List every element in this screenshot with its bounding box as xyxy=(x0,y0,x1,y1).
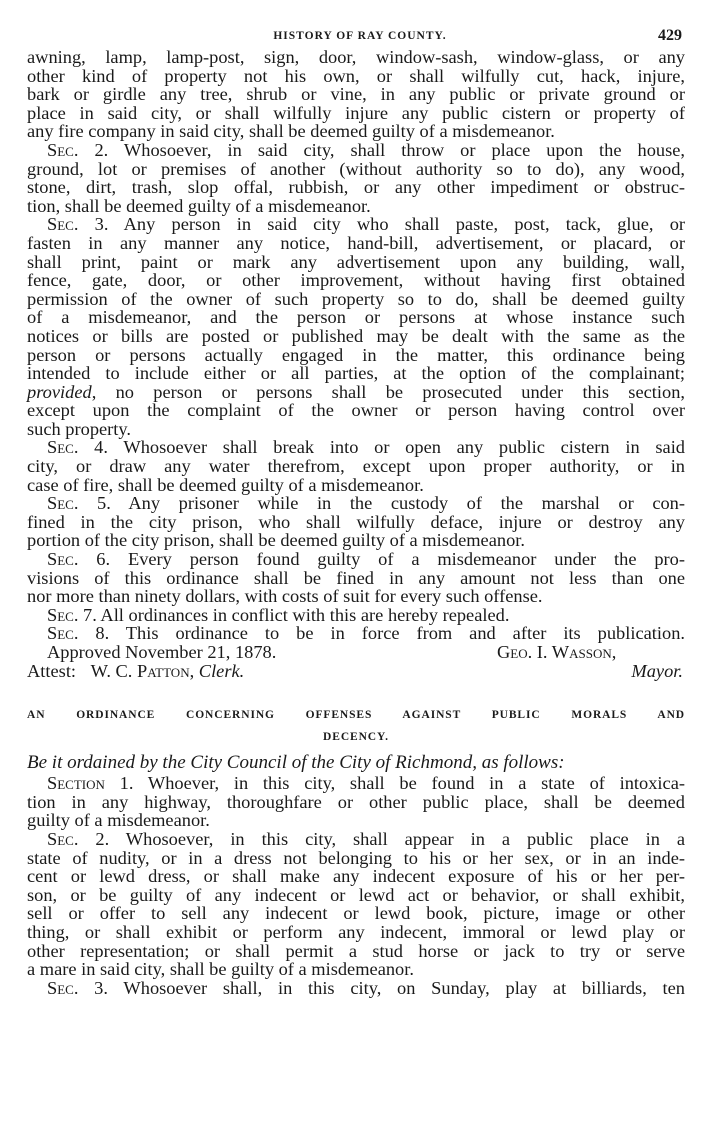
line-text: such property. xyxy=(27,418,132,439)
text-line xyxy=(27,383,685,402)
clerk-title: Clerk. xyxy=(198,660,245,681)
text-line xyxy=(27,290,685,309)
text-line xyxy=(27,197,685,216)
line-text: a mare in said city, shall be guilty of a misdemeanor. xyxy=(27,959,414,980)
text-line xyxy=(27,624,685,643)
text-line xyxy=(27,979,685,998)
text-line xyxy=(27,234,685,253)
line-text: , no person or persons shall be prosecuted under this section, xyxy=(91,381,685,402)
line-text: bark or girdle any tree, shrub or vine, in any public or private ground or xyxy=(27,84,685,105)
text-line xyxy=(27,67,685,86)
line-text: Any person in said city who shall paste, post, tack, glue, or xyxy=(108,214,686,235)
text-line xyxy=(27,401,685,420)
mayor-title: Mayor. xyxy=(631,660,683,681)
ordinance-2-sections xyxy=(27,774,685,997)
line-text: state of nudity, or in a dress not belonging to his or her sex, or in an inde- xyxy=(27,847,685,868)
approval-date: Approved November 21, 1878. xyxy=(47,642,277,662)
line-text: cent or lewd dress, or shall make any indecent exposure of his or her per- xyxy=(27,866,685,887)
attest-label: Attest: xyxy=(27,660,77,681)
line-text: tion, shall be deemed guilty of a misdemeanor. xyxy=(27,195,371,216)
line-text: son, or be guilty of any indecent or lewd act or behavior, or shall exhibit, xyxy=(27,884,685,905)
section-label: Sec. 7. xyxy=(47,604,97,625)
italic-term: provided xyxy=(27,381,92,402)
line-text: fence, gate, door, or other improvement, without having first obtained xyxy=(27,270,685,291)
line-text: notices or bills are posted or published may be dealt with the same as the xyxy=(27,325,685,346)
line-text: Every person found guilty of a misdemeanor under the pro- xyxy=(110,549,685,570)
line-text: Any prisoner while in the custody of the marshal or con- xyxy=(110,493,686,514)
line-text: guilty of a misdemeanor. xyxy=(27,810,210,831)
line-text: Whosoever shall, in this city, on Sunday, play at billiards, ten xyxy=(107,977,686,998)
text-line xyxy=(27,830,685,849)
text-line xyxy=(27,327,685,346)
text-line xyxy=(27,476,685,495)
section-label: Sec. 5. xyxy=(47,493,111,514)
text-line xyxy=(27,606,685,625)
text-line xyxy=(27,886,685,905)
text-line xyxy=(27,160,685,179)
text-line xyxy=(27,420,685,439)
text-line xyxy=(27,923,685,942)
line-text: nor more than ninety dollars, with costs of suit for every such offense. xyxy=(27,586,543,607)
text-line xyxy=(27,849,685,868)
text-line xyxy=(27,178,685,197)
enacting-clause: Be it ordained by the City Council of the City of Richmond, as follows: xyxy=(27,752,565,774)
section-label: Sec. 6. xyxy=(47,549,111,570)
text-line xyxy=(27,942,685,961)
text-line xyxy=(27,141,685,160)
text-line xyxy=(27,438,685,457)
text-line xyxy=(27,271,685,290)
line-text: case of fire, shall be deemed guilty of a misdemeanor. xyxy=(27,474,424,495)
line-text: other representation; or shall permit a stud horse or jack to try or serve xyxy=(27,940,685,961)
section-label: Sec. 2. xyxy=(47,139,109,160)
text-line xyxy=(27,513,685,532)
text-line xyxy=(27,48,685,67)
text-line xyxy=(27,550,685,569)
line-text: except upon the complaint of the owner or person having control over xyxy=(27,400,685,421)
page-body xyxy=(27,48,685,997)
text-line xyxy=(27,793,685,812)
line-text: city, or draw any water therefrom, except upon proper authority, or in xyxy=(27,456,685,477)
attest-line xyxy=(27,662,685,681)
line-text: Whosoever shall break into or open any public cistern in said xyxy=(107,437,685,458)
ordinance-2-title: AN ORDINANCE CONCERNING OFFENSES AGAINST PUBLIC MORALS AND xyxy=(27,709,685,722)
line-text: permission of the owner of such property so to do, shall be deemed guilty xyxy=(27,288,685,309)
line-text: stone, dirt, trash, slop offal, rubbish, or any other impediment or obstruc- xyxy=(27,177,685,198)
section-label: Sec. 3. xyxy=(47,977,108,998)
text-line xyxy=(27,960,685,979)
section-label: Section 1. xyxy=(47,773,134,794)
section-label: Sec. 4. xyxy=(47,437,108,458)
text-line xyxy=(27,494,685,513)
line-text: portion of the city prison, shall be deemed guilty of a misdemeanor. xyxy=(27,530,525,551)
ordinance-2-title-cont: DECENCY. xyxy=(323,731,389,744)
text-line xyxy=(27,104,685,123)
line-text: fined in the city prison, who shall wilfully deface, injure or destroy any xyxy=(27,511,685,532)
text-line xyxy=(27,531,685,550)
line-text: any fire company in said city, shall be deemed guilty of a misdemeanor. xyxy=(27,121,555,142)
text-line xyxy=(27,811,685,830)
line-text: This ordinance to be in force from and after its publication. xyxy=(109,623,685,644)
text-line xyxy=(27,774,685,793)
text-line xyxy=(27,457,685,476)
line-text: intended to include either or all parties, at the option of the complainant; xyxy=(27,363,685,384)
line-text: shall print, paint or mark any advertisement upon any building, wall, xyxy=(27,251,685,272)
line-text: All ordinances in conflict with this are hereby repealed. xyxy=(96,604,510,625)
line-text: Whoever, in this city, shall be found in a state of intoxica- xyxy=(133,773,685,794)
text-line xyxy=(27,122,685,141)
clerk-name: W. C. Patton, xyxy=(90,660,195,681)
line-text: ground, lot or premises of another (without authority so to do), any wood, xyxy=(27,158,685,179)
line-text: visions of this ordinance shall be fined in any amount not less than one xyxy=(27,567,685,588)
text-line xyxy=(27,253,685,272)
line-text: Whosoever, in said city, shall throw or place upon the house, xyxy=(108,139,686,160)
line-text: sell or offer to sell any indecent or lewd book, picture, image or other xyxy=(27,903,685,924)
line-text: person or persons actually engaged in the matter, this ordinance being xyxy=(27,344,685,365)
section-label: Sec. 3. xyxy=(47,214,109,235)
text-line xyxy=(27,308,685,327)
page-number: 429 xyxy=(658,27,682,44)
text-line xyxy=(27,85,685,104)
text-line xyxy=(27,904,685,923)
section-label: Sec. 8. xyxy=(47,623,110,644)
text-line xyxy=(27,364,685,383)
text-line xyxy=(27,569,685,588)
line-text: of a misdemeanor, and the person or persons at whose instance such xyxy=(27,307,685,328)
text-line xyxy=(27,346,685,365)
text-line xyxy=(27,867,685,886)
approval-line xyxy=(27,643,685,662)
mayor-name: Geo. I. Wasson, xyxy=(497,642,617,662)
running-title: HISTORY OF RAY COUNTY. xyxy=(273,30,447,42)
line-text: thing, or shall exhibit or perform any indecent, immoral or lewd play or xyxy=(27,921,685,942)
section-label: Sec. 2. xyxy=(47,828,110,849)
line-text: place in said city, or shall wilfully injure any public cistern or property of xyxy=(27,102,685,123)
ordinance-1-sections xyxy=(27,48,685,643)
text-line xyxy=(27,215,685,234)
line-text: fasten in any manner any notice, hand-bill, advertisement, or placard, or xyxy=(27,232,685,253)
line-text: Whosoever, in this city, shall appear in a public place in a xyxy=(109,828,686,849)
line-text: other kind of property not his own, or shall wilfully cut, hack, injure, xyxy=(27,65,685,86)
line-text: tion in any highway, thoroughfare or other public place, shall be deemed xyxy=(27,791,685,812)
text-line xyxy=(27,587,685,606)
line-text: awning, lamp, lamp-post, sign, door, window-sash, window-glass, or any xyxy=(27,47,685,67)
